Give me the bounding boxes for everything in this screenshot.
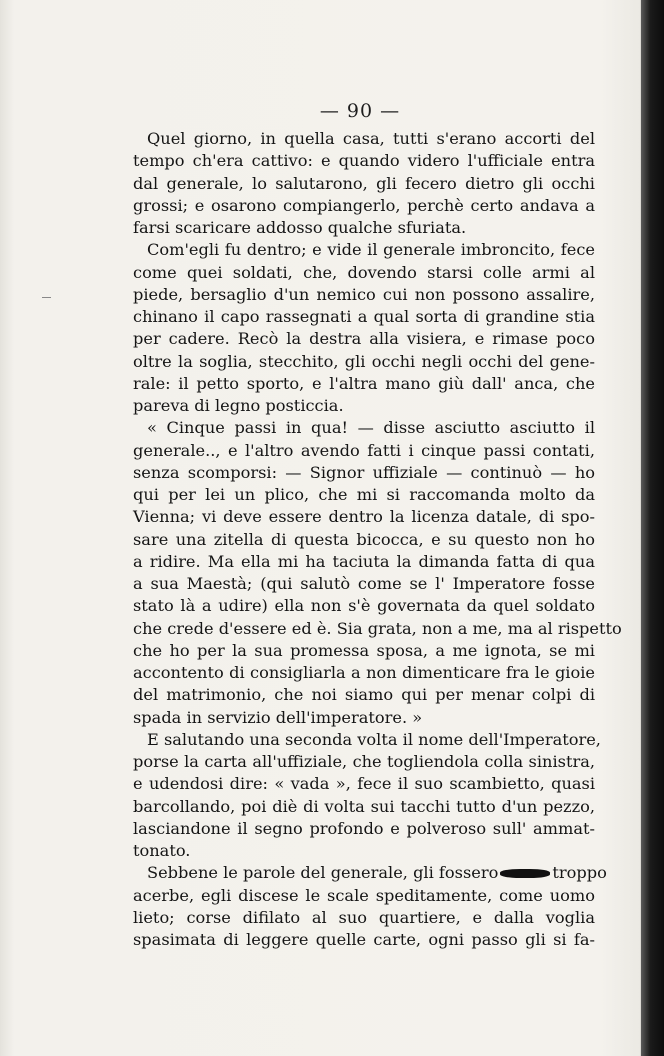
text-line: del matrimonio, che noi siamo qui per menar colpi di xyxy=(133,685,595,705)
text-line: stato là a udire) ella non s'è governata da quel soldato xyxy=(133,596,595,616)
text-line: che crede d'essere ed è. Sia grata, non a me, ma al rispetto xyxy=(133,618,622,638)
text-line: chinano il capo rassegnati a qual sorta di grandine stia xyxy=(133,307,595,326)
text-line: pareva di legno posticcia. xyxy=(133,396,344,415)
text-line: a sua Maestà; (qui salutò come se l' Imperatore fosse xyxy=(133,574,595,593)
text-line: « Cinque passi in qua! — disse asciutto asciutto il xyxy=(147,418,595,438)
text-line: rale: il petto sporto, e l'altra mano giù dall' anca, che xyxy=(133,373,595,393)
text-line: come quei soldati, che, dovendo starsi colle armi al xyxy=(133,262,595,282)
text-line: Com'egli fu dentro; e vide il generale imbroncito, fece xyxy=(147,240,595,260)
text-line: lieto; corse difilato al suo quartiere, e dalla voglia xyxy=(133,907,595,927)
text-line: spada in servizio dell'imperatore. » xyxy=(133,707,423,727)
text-line: senza scomporsi: — Signor uffiziale — continuò — ho xyxy=(133,462,595,482)
text-line: acerbe, egli discese le scale speditamente, come uomo xyxy=(133,885,595,905)
text-line-start: Sebbene le parole del generale, gli fossero xyxy=(147,863,499,883)
text-line: oltre la soglia, stecchito, gli occhi negli occhi del gene- xyxy=(133,351,595,371)
text-line: barcollando, poi diè di volta sui tacchi tutto d'un pezzo, xyxy=(133,796,595,816)
text-line: piede, bersaglio d'un nemico cui non possono assalire, xyxy=(133,284,595,304)
margin-mark xyxy=(42,297,51,298)
page-number: — 90 — xyxy=(319,100,401,122)
text-line: E salutando una seconda volta il nome dell'Imperatore, xyxy=(147,729,601,749)
text-line: farsi scaricare addosso qualche sfuriata. xyxy=(133,218,467,237)
body-text xyxy=(133,128,622,951)
text-line: per cadere. Recò la destra alla visiera, e rimase poco xyxy=(133,329,595,349)
text-line: sare una zitella di questa bicocca, e su questo non ho xyxy=(133,529,595,549)
text-line: tempo ch'era cattivo: e quando videro l'ufficiale entra xyxy=(133,151,595,171)
ink-blot xyxy=(500,869,550,878)
text-line-end: troppo xyxy=(552,863,607,883)
text-line: che ho per la sua promessa sposa, a me ignota, se mi xyxy=(133,640,595,660)
text-line: e udendosi dire: « vada », fece il suo scambietto, quasi xyxy=(133,774,595,794)
text-line: dal generale, lo salutarono, gli fecero dietro gli occhi xyxy=(133,173,595,193)
text-line: porse la carta all'uffiziale, che togliendola colla sinistra, xyxy=(133,752,595,771)
text-line: accontento di consigliarla a non dimenticare fra le gioie xyxy=(133,663,595,682)
text-line: lasciandone il segno profondo e polveroso sull' ammat- xyxy=(133,818,595,838)
book-spine-shadow xyxy=(641,0,664,1056)
text-line: a ridire. Ma ella mi ha taciuta la dimanda fatta di qua xyxy=(133,551,595,571)
text-line: tonato. xyxy=(133,841,191,860)
text-line xyxy=(133,862,607,884)
text-line: Quel giorno, in quella casa, tutti s'erano accorti del xyxy=(147,129,595,148)
text-line: spasimata di leggere quelle carte, ogni passo gli si fa- xyxy=(133,930,595,949)
text-line: Vienna; vi deve essere dentro la licenza datale, di spo- xyxy=(133,507,595,527)
text-line: qui per lei un plico, che mi si raccomanda molto da xyxy=(133,485,595,504)
text-line: grossi; e osarono compiangerlo, perchè certo andava a xyxy=(133,195,595,215)
text-line: generale.., e l'altro avendo fatti i cinque passi contati, xyxy=(133,440,595,460)
